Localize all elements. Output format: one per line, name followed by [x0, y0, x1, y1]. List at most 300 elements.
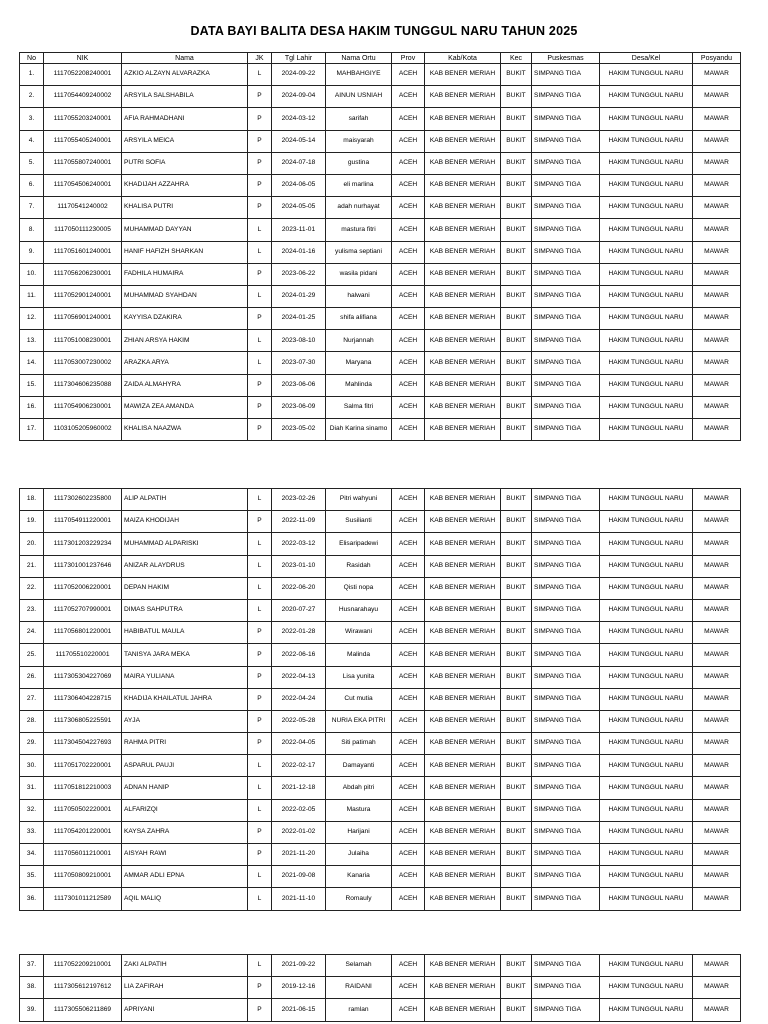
- cell-kab-kota: KAB BENER MERIAH: [425, 599, 501, 621]
- cell-jk: L: [248, 352, 272, 374]
- cell-nama: ANIZAR ALAYDRUS: [122, 555, 248, 577]
- cell-tgl-lahir: 2024-09-04: [272, 86, 326, 108]
- cell-jk: L: [248, 533, 272, 555]
- cell-nama-ortu: adah nurhayat: [326, 197, 392, 219]
- cell-nama-ortu: Nurjannah: [326, 330, 392, 352]
- cell-nama: FADHILA HUMAIRA: [122, 263, 248, 285]
- cell-jk: L: [248, 330, 272, 352]
- cell-kec: BUKIT: [501, 152, 532, 174]
- cell-nama-ortu: halwani: [326, 285, 392, 307]
- cell-posyandu: MAWAR: [693, 710, 741, 732]
- cell-tgl-lahir: 2022-01-28: [272, 622, 326, 644]
- cell-no: 38.: [20, 977, 44, 999]
- cell-nama-ortu: Selamah: [326, 955, 392, 977]
- cell-no: 5.: [20, 152, 44, 174]
- cell-posyandu: MAWAR: [693, 555, 741, 577]
- cell-jk: L: [248, 489, 272, 511]
- cell-nama: MUHAMMAD DAYYAN: [122, 219, 248, 241]
- cell-nama: ZAIDA ALMAHYRA: [122, 374, 248, 396]
- cell-no: 11.: [20, 285, 44, 307]
- cell-tgl-lahir: 2022-01-02: [272, 821, 326, 843]
- cell-tgl-lahir: 2021-09-22: [272, 955, 326, 977]
- cell-kab-kota: KAB BENER MERIAH: [425, 577, 501, 599]
- cell-nama: AFIA RAHMADHANI: [122, 108, 248, 130]
- cell-jk: P: [248, 86, 272, 108]
- cell-prov: ACEH: [392, 977, 425, 999]
- balita-table-part-3: [19, 954, 741, 1022]
- cell-nik: 1117054201220001: [44, 821, 122, 843]
- cell-desa-kel: HAKIM TUNGGUL NARU: [600, 330, 693, 352]
- cell-posyandu: MAWAR: [693, 688, 741, 710]
- cell-no: 6.: [20, 174, 44, 196]
- cell-nik: 1117054506240001: [44, 174, 122, 196]
- table-row: [20, 666, 741, 688]
- cell-prov: ACEH: [392, 577, 425, 599]
- cell-desa-kel: HAKIM TUNGGUL NARU: [600, 644, 693, 666]
- cell-kab-kota: KAB BENER MERIAH: [425, 396, 501, 418]
- cell-posyandu: MAWAR: [693, 174, 741, 196]
- cell-jk: P: [248, 644, 272, 666]
- cell-posyandu: MAWAR: [693, 489, 741, 511]
- column-header-nama: Nama: [122, 53, 248, 64]
- cell-kec: BUKIT: [501, 955, 532, 977]
- cell-kec: BUKIT: [501, 285, 532, 307]
- cell-desa-kel: HAKIM TUNGGUL NARU: [600, 219, 693, 241]
- cell-nama: DIMAS SAHPUTRA: [122, 599, 248, 621]
- cell-no: 28.: [20, 710, 44, 732]
- table-row: [20, 577, 741, 599]
- cell-kec: BUKIT: [501, 241, 532, 263]
- cell-nik: 1117052707990001: [44, 599, 122, 621]
- cell-prov: ACEH: [392, 219, 425, 241]
- cell-no: 16.: [20, 396, 44, 418]
- cell-nama: LIA ZAFIRAH: [122, 977, 248, 999]
- table-row: [20, 197, 741, 219]
- cell-prov: ACEH: [392, 152, 425, 174]
- cell-tgl-lahir: 2021-09-08: [272, 866, 326, 888]
- cell-no: 22.: [20, 577, 44, 599]
- cell-jk: P: [248, 688, 272, 710]
- cell-prov: ACEH: [392, 489, 425, 511]
- cell-jk: P: [248, 821, 272, 843]
- cell-tgl-lahir: 2022-04-13: [272, 666, 326, 688]
- cell-nik: 1117301011212589: [44, 888, 122, 910]
- cell-desa-kel: HAKIM TUNGGUL NARU: [600, 777, 693, 799]
- cell-kab-kota: KAB BENER MERIAH: [425, 130, 501, 152]
- cell-nama: AZKIO ALZAYN ALVARAZKA: [122, 64, 248, 86]
- cell-nik: 1117052208240001: [44, 64, 122, 86]
- table-row: [20, 844, 741, 866]
- cell-nama: MUHAMMAD SYAHDAN: [122, 285, 248, 307]
- cell-nama: HABIBATUL MAULA: [122, 622, 248, 644]
- cell-kab-kota: KAB BENER MERIAH: [425, 821, 501, 843]
- cell-posyandu: MAWAR: [693, 955, 741, 977]
- cell-no: 19.: [20, 511, 44, 533]
- cell-posyandu: MAWAR: [693, 64, 741, 86]
- cell-nama-ortu: Lisa yunita: [326, 666, 392, 688]
- cell-nik: 1117052209210001: [44, 955, 122, 977]
- cell-nama: KHADIJAH AZZAHRA: [122, 174, 248, 196]
- cell-nama: DEPAN HAKIM: [122, 577, 248, 599]
- cell-kab-kota: KAB BENER MERIAH: [425, 241, 501, 263]
- cell-posyandu: MAWAR: [693, 755, 741, 777]
- cell-posyandu: MAWAR: [693, 533, 741, 555]
- cell-prov: ACEH: [392, 511, 425, 533]
- cell-puskesmas: SIMPANG TIGA: [532, 174, 600, 196]
- table-row: [20, 999, 741, 1021]
- cell-nik: 1117052901240001: [44, 285, 122, 307]
- cell-prov: ACEH: [392, 888, 425, 910]
- cell-nama-ortu: Cut mutia: [326, 688, 392, 710]
- cell-nama: MAIZA KHODIJAH: [122, 511, 248, 533]
- cell-puskesmas: SIMPANG TIGA: [532, 955, 600, 977]
- table-row: [20, 308, 741, 330]
- cell-jk: P: [248, 197, 272, 219]
- cell-tgl-lahir: 2023-06-09: [272, 396, 326, 418]
- cell-puskesmas: SIMPANG TIGA: [532, 219, 600, 241]
- cell-kec: BUKIT: [501, 999, 532, 1021]
- column-header-kec: Kec: [501, 53, 532, 64]
- cell-puskesmas: SIMPANG TIGA: [532, 777, 600, 799]
- cell-kab-kota: KAB BENER MERIAH: [425, 710, 501, 732]
- cell-desa-kel: HAKIM TUNGGUL NARU: [600, 955, 693, 977]
- cell-kab-kota: KAB BENER MERIAH: [425, 219, 501, 241]
- cell-jk: P: [248, 308, 272, 330]
- cell-kec: BUKIT: [501, 888, 532, 910]
- cell-desa-kel: HAKIM TUNGGUL NARU: [600, 152, 693, 174]
- cell-kec: BUKIT: [501, 108, 532, 130]
- table-row: [20, 777, 741, 799]
- cell-nama-ortu: Rasidah: [326, 555, 392, 577]
- cell-puskesmas: SIMPANG TIGA: [532, 644, 600, 666]
- cell-nama-ortu: Mastura: [326, 799, 392, 821]
- cell-kec: BUKIT: [501, 555, 532, 577]
- column-header-no: No: [20, 53, 44, 64]
- table-row: [20, 489, 741, 511]
- cell-kab-kota: KAB BENER MERIAH: [425, 777, 501, 799]
- cell-kec: BUKIT: [501, 666, 532, 688]
- cell-nik: 1117055405240001: [44, 130, 122, 152]
- cell-nik: 1117051008230001: [44, 330, 122, 352]
- cell-jk: P: [248, 733, 272, 755]
- cell-kab-kota: KAB BENER MERIAH: [425, 108, 501, 130]
- cell-jk: L: [248, 888, 272, 910]
- cell-desa-kel: HAKIM TUNGGUL NARU: [600, 977, 693, 999]
- cell-nama: KAYSA ZAHRA: [122, 821, 248, 843]
- cell-kec: BUKIT: [501, 533, 532, 555]
- cell-tgl-lahir: 2022-03-12: [272, 533, 326, 555]
- cell-desa-kel: HAKIM TUNGGUL NARU: [600, 396, 693, 418]
- cell-desa-kel: HAKIM TUNGGUL NARU: [600, 489, 693, 511]
- cell-tgl-lahir: 2023-07-30: [272, 352, 326, 374]
- table-row: [20, 219, 741, 241]
- table-row: [20, 599, 741, 621]
- cell-posyandu: MAWAR: [693, 821, 741, 843]
- cell-tgl-lahir: 2022-02-17: [272, 755, 326, 777]
- cell-desa-kel: HAKIM TUNGGUL NARU: [600, 64, 693, 86]
- cell-puskesmas: SIMPANG TIGA: [532, 263, 600, 285]
- cell-posyandu: MAWAR: [693, 130, 741, 152]
- cell-kec: BUKIT: [501, 197, 532, 219]
- cell-desa-kel: HAKIM TUNGGUL NARU: [600, 688, 693, 710]
- cell-kec: BUKIT: [501, 821, 532, 843]
- cell-jk: L: [248, 599, 272, 621]
- cell-kab-kota: KAB BENER MERIAH: [425, 977, 501, 999]
- cell-jk: L: [248, 799, 272, 821]
- cell-jk: P: [248, 511, 272, 533]
- table-row: [20, 419, 741, 441]
- cell-puskesmas: SIMPANG TIGA: [532, 622, 600, 644]
- cell-kab-kota: KAB BENER MERIAH: [425, 511, 501, 533]
- table-row: [20, 955, 741, 977]
- cell-no: 14.: [20, 352, 44, 374]
- cell-kec: BUKIT: [501, 755, 532, 777]
- cell-puskesmas: SIMPANG TIGA: [532, 710, 600, 732]
- cell-prov: ACEH: [392, 374, 425, 396]
- cell-puskesmas: SIMPANG TIGA: [532, 599, 600, 621]
- cell-desa-kel: HAKIM TUNGGUL NARU: [600, 374, 693, 396]
- cell-jk: P: [248, 710, 272, 732]
- cell-kab-kota: KAB BENER MERIAH: [425, 263, 501, 285]
- cell-nama: RAHMA PITRI: [122, 733, 248, 755]
- cell-nama: AYJA: [122, 710, 248, 732]
- cell-prov: ACEH: [392, 396, 425, 418]
- cell-kec: BUKIT: [501, 799, 532, 821]
- cell-desa-kel: HAKIM TUNGGUL NARU: [600, 511, 693, 533]
- cell-nama-ortu: eli marlina: [326, 174, 392, 196]
- column-header-tgl-lahir: Tgl Lahir: [272, 53, 326, 64]
- cell-jk: L: [248, 64, 272, 86]
- cell-tgl-lahir: 2021-11-20: [272, 844, 326, 866]
- cell-jk: P: [248, 999, 272, 1021]
- cell-nik: 1117306404228715: [44, 688, 122, 710]
- cell-nama: KAYYISA DZAKIRA: [122, 308, 248, 330]
- cell-desa-kel: HAKIM TUNGGUL NARU: [600, 241, 693, 263]
- cell-tgl-lahir: 2024-01-29: [272, 285, 326, 307]
- cell-nama: ADNAN HANIP: [122, 777, 248, 799]
- cell-prov: ACEH: [392, 755, 425, 777]
- cell-nik: 1117306805225591: [44, 710, 122, 732]
- cell-no: 3.: [20, 108, 44, 130]
- cell-posyandu: MAWAR: [693, 285, 741, 307]
- cell-nama-ortu: Mahlinda: [326, 374, 392, 396]
- cell-nama: ARSYILA MEICA: [122, 130, 248, 152]
- cell-tgl-lahir: 2024-03-12: [272, 108, 326, 130]
- table-row: [20, 888, 741, 910]
- cell-posyandu: MAWAR: [693, 263, 741, 285]
- cell-posyandu: MAWAR: [693, 799, 741, 821]
- cell-jk: P: [248, 108, 272, 130]
- cell-tgl-lahir: 2024-09-22: [272, 64, 326, 86]
- cell-kec: BUKIT: [501, 174, 532, 196]
- cell-kec: BUKIT: [501, 688, 532, 710]
- table-row: [20, 710, 741, 732]
- cell-nama-ortu: NURIA EKA PITRI: [326, 710, 392, 732]
- cell-prov: ACEH: [392, 130, 425, 152]
- cell-puskesmas: SIMPANG TIGA: [532, 419, 600, 441]
- cell-jk: P: [248, 263, 272, 285]
- cell-jk: P: [248, 396, 272, 418]
- cell-kec: BUKIT: [501, 866, 532, 888]
- cell-nama-ortu: Romauly: [326, 888, 392, 910]
- cell-nama-ortu: Susilianti: [326, 511, 392, 533]
- cell-posyandu: MAWAR: [693, 308, 741, 330]
- cell-no: 39.: [20, 999, 44, 1021]
- cell-kab-kota: KAB BENER MERIAH: [425, 644, 501, 666]
- cell-nama-ortu: Qisti nopa: [326, 577, 392, 599]
- cell-tgl-lahir: 2023-06-06: [272, 374, 326, 396]
- cell-nik: 1117055203240001: [44, 108, 122, 130]
- cell-tgl-lahir: 2024-05-05: [272, 197, 326, 219]
- cell-nama: HANIF HAFIZH SHARKAN: [122, 241, 248, 263]
- table-row: [20, 555, 741, 577]
- cell-no: 4.: [20, 130, 44, 152]
- cell-no: 25.: [20, 644, 44, 666]
- cell-prov: ACEH: [392, 86, 425, 108]
- cell-nama: ZAKI ALPATIH: [122, 955, 248, 977]
- cell-nama-ortu: Harijani: [326, 821, 392, 843]
- cell-nama-ortu: yulisma septiani: [326, 241, 392, 263]
- cell-posyandu: MAWAR: [693, 844, 741, 866]
- cell-puskesmas: SIMPANG TIGA: [532, 844, 600, 866]
- cell-nama: ARAZKA ARYA: [122, 352, 248, 374]
- cell-puskesmas: SIMPANG TIGA: [532, 888, 600, 910]
- cell-no: 37.: [20, 955, 44, 977]
- cell-nik: 1117050502220001: [44, 799, 122, 821]
- cell-nama-ortu: Kanaria: [326, 866, 392, 888]
- cell-tgl-lahir: 2023-06-22: [272, 263, 326, 285]
- cell-kec: BUKIT: [501, 844, 532, 866]
- cell-jk: L: [248, 866, 272, 888]
- cell-posyandu: MAWAR: [693, 866, 741, 888]
- cell-no: 1.: [20, 64, 44, 86]
- cell-jk: P: [248, 152, 272, 174]
- cell-prov: ACEH: [392, 308, 425, 330]
- column-header-kab-kota: Kab/Kota: [425, 53, 501, 64]
- cell-no: 31.: [20, 777, 44, 799]
- cell-prov: ACEH: [392, 622, 425, 644]
- cell-nama-ortu: Salma fitri: [326, 396, 392, 418]
- cell-prov: ACEH: [392, 799, 425, 821]
- cell-nama-ortu: MAHBAHGIYE: [326, 64, 392, 86]
- cell-posyandu: MAWAR: [693, 666, 741, 688]
- cell-nama-ortu: Pitri wahyuni: [326, 489, 392, 511]
- cell-posyandu: MAWAR: [693, 419, 741, 441]
- cell-prov: ACEH: [392, 108, 425, 130]
- table-row: [20, 755, 741, 777]
- cell-no: 17.: [20, 419, 44, 441]
- cell-desa-kel: HAKIM TUNGGUL NARU: [600, 285, 693, 307]
- table-row: [20, 108, 741, 130]
- cell-prov: ACEH: [392, 555, 425, 577]
- cell-tgl-lahir: 2022-06-20: [272, 577, 326, 599]
- cell-jk: L: [248, 777, 272, 799]
- cell-kab-kota: KAB BENER MERIAH: [425, 999, 501, 1021]
- cell-tgl-lahir: 2022-06-16: [272, 644, 326, 666]
- cell-nik: 11170541240002: [44, 197, 122, 219]
- cell-posyandu: MAWAR: [693, 577, 741, 599]
- cell-desa-kel: HAKIM TUNGGUL NARU: [600, 999, 693, 1021]
- cell-kab-kota: KAB BENER MERIAH: [425, 86, 501, 108]
- cell-nama: MAWIZA ZEA AMANDA: [122, 396, 248, 418]
- cell-desa-kel: HAKIM TUNGGUL NARU: [600, 419, 693, 441]
- cell-kab-kota: KAB BENER MERIAH: [425, 888, 501, 910]
- cell-kec: BUKIT: [501, 86, 532, 108]
- cell-nama: PUTRI SOFIA: [122, 152, 248, 174]
- cell-puskesmas: SIMPANG TIGA: [532, 866, 600, 888]
- cell-jk: L: [248, 755, 272, 777]
- cell-prov: ACEH: [392, 777, 425, 799]
- table-row: [20, 396, 741, 418]
- cell-tgl-lahir: 2024-07-18: [272, 152, 326, 174]
- cell-no: 23.: [20, 599, 44, 621]
- cell-puskesmas: SIMPANG TIGA: [532, 688, 600, 710]
- cell-puskesmas: SIMPANG TIGA: [532, 999, 600, 1021]
- cell-tgl-lahir: 2022-05-28: [272, 710, 326, 732]
- cell-desa-kel: HAKIM TUNGGUL NARU: [600, 86, 693, 108]
- cell-jk: P: [248, 977, 272, 999]
- cell-posyandu: MAWAR: [693, 241, 741, 263]
- table-row: [20, 644, 741, 666]
- cell-nama: AISYAH RAWI: [122, 844, 248, 866]
- cell-desa-kel: HAKIM TUNGGUL NARU: [600, 533, 693, 555]
- table-row: [20, 86, 741, 108]
- cell-nik: 1103105205960002: [44, 419, 122, 441]
- cell-jk: P: [248, 844, 272, 866]
- cell-nama: ZHIAN ARSYA HAKIM: [122, 330, 248, 352]
- cell-nik: 1117050111230005: [44, 219, 122, 241]
- cell-prov: ACEH: [392, 666, 425, 688]
- cell-posyandu: MAWAR: [693, 396, 741, 418]
- cell-no: 24.: [20, 622, 44, 644]
- cell-nik: 1117301001237646: [44, 555, 122, 577]
- cell-kec: BUKIT: [501, 130, 532, 152]
- cell-kec: BUKIT: [501, 733, 532, 755]
- cell-kec: BUKIT: [501, 263, 532, 285]
- cell-posyandu: MAWAR: [693, 86, 741, 108]
- table-row: [20, 285, 741, 307]
- cell-kab-kota: KAB BENER MERIAH: [425, 374, 501, 396]
- cell-puskesmas: SIMPANG TIGA: [532, 330, 600, 352]
- cell-posyandu: MAWAR: [693, 977, 741, 999]
- cell-nama: TANISYA JARA MEKA: [122, 644, 248, 666]
- cell-kab-kota: KAB BENER MERIAH: [425, 666, 501, 688]
- cell-kec: BUKIT: [501, 577, 532, 599]
- cell-nama: ALIP ALPATIH: [122, 489, 248, 511]
- cell-tgl-lahir: 2022-11-09: [272, 511, 326, 533]
- cell-nama-ortu: maisyarah: [326, 130, 392, 152]
- balita-table-part-2: [19, 488, 741, 911]
- cell-kab-kota: KAB BENER MERIAH: [425, 533, 501, 555]
- table-row: [20, 733, 741, 755]
- cell-kec: BUKIT: [501, 489, 532, 511]
- cell-prov: ACEH: [392, 419, 425, 441]
- cell-desa-kel: HAKIM TUNGGUL NARU: [600, 622, 693, 644]
- cell-no: 33.: [20, 821, 44, 843]
- table-row: [20, 352, 741, 374]
- cell-desa-kel: HAKIM TUNGGUL NARU: [600, 733, 693, 755]
- cell-nama: ARSYILA SALSHABILA: [122, 86, 248, 108]
- cell-posyandu: MAWAR: [693, 733, 741, 755]
- cell-kec: BUKIT: [501, 219, 532, 241]
- cell-desa-kel: HAKIM TUNGGUL NARU: [600, 866, 693, 888]
- cell-kec: BUKIT: [501, 511, 532, 533]
- cell-nama-ortu: RAIDANI: [326, 977, 392, 999]
- cell-jk: P: [248, 666, 272, 688]
- cell-tgl-lahir: 2020-07-27: [272, 599, 326, 621]
- cell-nik: 111705510220001: [44, 644, 122, 666]
- cell-kab-kota: KAB BENER MERIAH: [425, 489, 501, 511]
